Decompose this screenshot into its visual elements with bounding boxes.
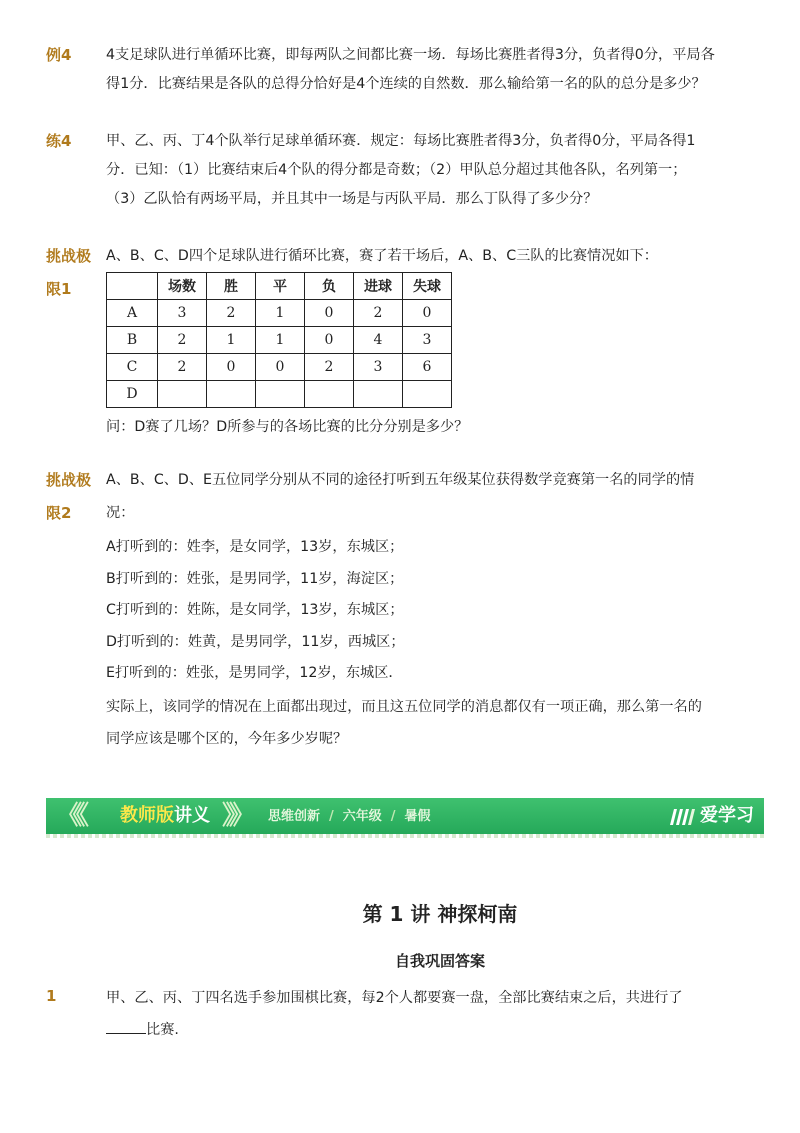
challenge1-question-line: 问：D赛了几场？D所参与的各场比赛的比分分别是多少？ <box>106 419 469 435</box>
results-table <box>106 272 452 408</box>
table-cell <box>256 381 305 408</box>
chevron-right-icon: 》》 <box>222 801 250 831</box>
table-cell: 6 <box>403 354 452 381</box>
answer-blank[interactable] <box>106 1019 146 1034</box>
example4-line-1: 4支足球队进行单循环比赛，即每两队之间都比赛一场．每场比赛胜者得3分，负者得0分，平局各 <box>106 47 715 63</box>
brand <box>668 804 754 828</box>
clue-item: C打听到的：姓陈，是女同学，13岁，东城区； <box>106 602 404 618</box>
table-cell: 3 <box>158 300 207 327</box>
table-header-cell: 平 <box>256 273 305 300</box>
table-cell: 1 <box>256 327 305 354</box>
table-cell: C <box>107 354 158 381</box>
clue-item: A打听到的：姓李，是女同学，13岁，东城区； <box>106 539 404 555</box>
table-row <box>107 300 452 327</box>
table-row <box>107 327 452 354</box>
brand-logo-icon <box>668 805 696 827</box>
table-cell: 1 <box>256 300 305 327</box>
practice4-label: 练4 <box>46 132 72 150</box>
challenge2-label-line-1: 挑战极 <box>46 471 92 489</box>
practice4-line-2: 分．已知：（1）比赛结束后4个队的得分都是奇数；（2）甲队总分超过其他各队，名列第一； <box>106 162 687 178</box>
clue-item: E打听到的：姓张，是男同学，12岁，东城区． <box>106 665 403 681</box>
lecture-title: 第 1 讲 神探柯南 <box>362 902 518 926</box>
teacher-edition-banner <box>46 798 764 834</box>
table-cell <box>158 381 207 408</box>
banner-title <box>120 805 210 827</box>
table-cell: 0 <box>403 300 452 327</box>
table-cell: 0 <box>207 354 256 381</box>
banner-title-sub: 讲义 <box>174 805 210 826</box>
challenge2-conclusion <box>106 691 726 755</box>
table-cell <box>207 381 256 408</box>
q1-line-1: 甲、乙、丙、丁四名选手参加围棋比赛，每2个人都要赛一盘，全部比赛结束之后，共进行了 <box>106 990 683 1006</box>
clue-item: D打听到的：姓黄，是男同学，11岁，西城区； <box>106 633 405 650</box>
challenge2-line-1: A、B、C、D、E五位同学分别从不同的途径打听到五年级某位获得数学竞赛第一名的同学的情 <box>106 472 695 488</box>
breadcrumb-item: 六年级 <box>342 809 382 824</box>
table-cell: 2 <box>354 300 403 327</box>
section-title: 自我巩固答案 <box>394 952 485 970</box>
chevron-left-icon: 《《 <box>56 801 84 831</box>
challenge1-intro <box>106 242 726 271</box>
breadcrumb-item: 思维创新 <box>268 809 321 824</box>
table-cell <box>403 381 452 408</box>
table-cell: B <box>107 327 158 354</box>
challenge1-label-line-2: 限1 <box>46 280 72 298</box>
table-header-cell: 进球 <box>354 273 403 300</box>
table-header-cell: 胜 <box>207 273 256 300</box>
table-cell: 3 <box>354 354 403 381</box>
table-header-cell: 场数 <box>158 273 207 300</box>
q1-text <box>106 982 726 1046</box>
clue-item: B打听到的：姓张，是男同学，11岁，海淀区； <box>106 570 404 587</box>
table-cell: 2 <box>305 354 354 381</box>
challenge2-clues <box>106 532 726 690</box>
table-cell: 2 <box>158 354 207 381</box>
table-cell <box>354 381 403 408</box>
conclusion-line-2: 同学应该是哪个区的，今年多少岁呢？ <box>106 731 348 747</box>
table-cell: 3 <box>403 327 452 354</box>
banner-title-main: 教师版 <box>120 805 174 826</box>
q1-line-2 <box>106 1014 726 1046</box>
table-cell: 1 <box>207 327 256 354</box>
table-cell: D <box>107 381 158 408</box>
practice4-line-1: 甲、乙、丙、丁4个队举行足球单循环赛．规定：每场比赛胜者得3分，负者得0分，平局各得1 <box>106 133 696 149</box>
challenge2-line-2: 况： <box>106 505 135 521</box>
example4-label: 例4 <box>46 46 72 64</box>
table-row <box>107 354 452 381</box>
conclusion-line-1: 实际上，该同学的情况在上面都出现过，而且这五位同学的消息都仅有一项正确，那么第一名的 <box>106 699 702 715</box>
table-header-cell <box>107 273 158 300</box>
challenge1-label-line-1: 挑战极 <box>46 247 92 265</box>
table-cell: 4 <box>354 327 403 354</box>
table-cell <box>305 381 354 408</box>
challenge2-label-line-2: 限2 <box>46 504 72 522</box>
challenge1-intro-line: A、B、C、D四个足球队进行循环比赛，赛了若干场后，A、B、C三队的比赛情况如下： <box>106 248 658 264</box>
brand-name: 爱学习 <box>700 805 754 826</box>
table-row <box>107 381 452 408</box>
challenge1-label <box>46 242 91 304</box>
q1-number: 1 <box>46 987 57 1005</box>
table-cell: 0 <box>305 327 354 354</box>
example4-line-2: 得1分．比赛结果是各队的总得分恰好是4个连续的自然数．那么输给第一名的队的总分是多少？ <box>106 76 706 92</box>
challenge1-question <box>106 413 726 442</box>
table-cell: A <box>107 300 158 327</box>
challenge2-text <box>106 466 726 528</box>
breadcrumb-item: 暑假 <box>404 809 431 824</box>
table-cell: 2 <box>207 300 256 327</box>
challenge2-label <box>46 466 91 528</box>
breadcrumb-separator: / <box>329 809 334 824</box>
table-header-cell: 负 <box>305 273 354 300</box>
table-cell: 0 <box>256 354 305 381</box>
table-header-row <box>107 273 452 300</box>
table-header-cell: 失球 <box>403 273 452 300</box>
q1-line-2-suffix: 比赛. <box>146 1022 179 1038</box>
table-cell: 2 <box>158 327 207 354</box>
practice4-text <box>106 127 726 214</box>
breadcrumb-separator: / <box>390 809 396 824</box>
banner-divider <box>46 834 764 838</box>
practice4-line-3: （3）乙队恰有两场平局，并且其中一场是与丙队平局．那么丁队得了多少分？ <box>106 191 598 207</box>
breadcrumb <box>268 808 431 826</box>
table-cell: 0 <box>305 300 354 327</box>
example4-text <box>106 41 726 99</box>
